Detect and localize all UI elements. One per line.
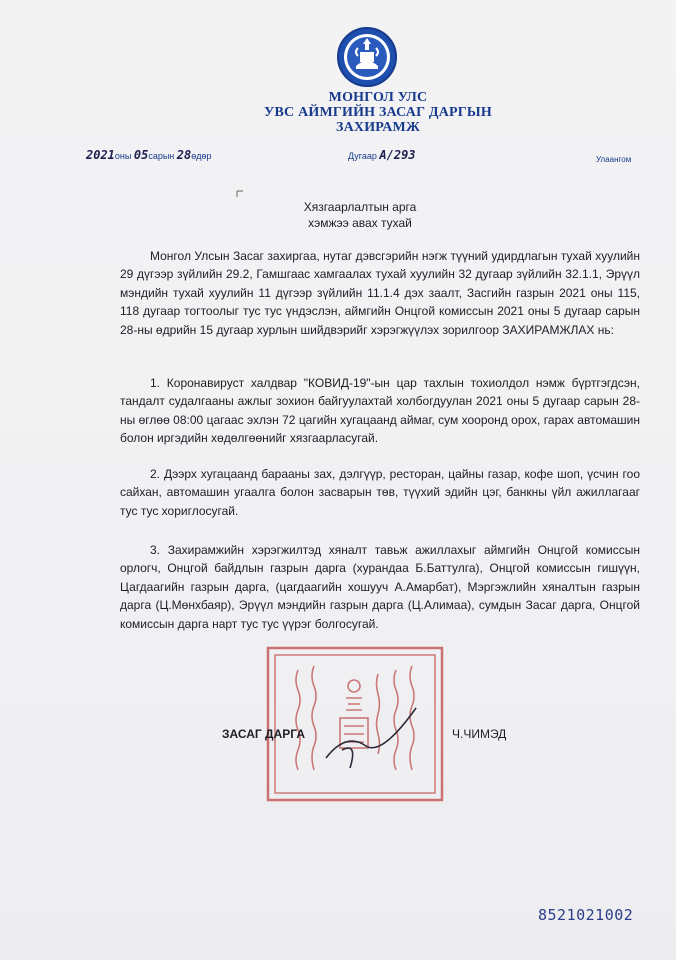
item-1-paragraph: 1. Коронавируст халдвар "КОВИД-19"-ын цар тахлын тохиолдол нэмж бүртгэгдсэн, тандалт судалгааны ажлыг зохион байгуулахтай холбогдуулан 2021 оны 5 дугаар сарын 28-ны өглөө 08:00 цагаас эхлэн 72 цагийн хугацаанд аймаг, сум хооронд орох, гарах автомашин болон иргэдийн хөдөлгөөнийг хязгаарласугай. [120,376,640,446]
intro-paragraph: Монгол Улсын Засаг захиргаа, нутаг дэвсгэрийн нэгж түүний удирдлагын тухай хуулийн 29 дүгээр зүйлийн 29.2, Гамшгаас хамгаалах тухай хуулийн 32 дугаар зүйлийн 32.1.1, Эрүүл мэндийн тухай хуулийн 11 дүгээр зүйлийн 11.1.4 дэх заалт, Засгийн газрын 2021 оны 115, 118 дугаар тогтоолыг тус тус үндэслэн, аймгийн Онцгой комиссын 2021 оны 5 дугаар сарын 28-ны өдрийн 15 дугаар хурлын шийдвэрийг хэрэгжүүлэх зорилгоор ЗАХИРАМЖЛАХ нь: [120,249,640,337]
title-line-2: хэмжээ авах тухай [308,216,412,230]
corner-mark-icon [236,190,244,198]
item-2-paragraph: 2. Дээрх хугацаанд барааны зах, дэлгүүр, ресторан, цайны газар, кофе шоп, үсчин гоо сайхан, автомашин угаалга болон засварын төв, түүхий эдийн цэг, банкны үйл ажиллагааг тус тус хориглосугай. [120,467,640,518]
number-label: Дугаар [348,151,377,161]
date-month: 05 [133,148,149,162]
header-country: МОНГОЛ УЛС [328,90,428,105]
date-year-suffix: оны [114,151,132,161]
number-value: А/293 [379,148,416,162]
serial-number: 8521021002 [538,906,634,924]
document-date [86,148,212,162]
date-day-suffix: өдөр [191,151,212,161]
title-line-1: Хязгаарлалтын арга [303,200,417,214]
date-day: 28 [176,148,192,162]
date-year: 2021 [86,148,115,162]
item-3-paragraph: 3. Захирамжийн хэрэгжилтэд хяналт тавьж ажиллахыг аймгийн Онцгой комиссын орлогч, Онцгой байдлын газрын дарга (хурандаа Б.Баттулга), Онцгой комиссын гишүүн, Цагдаагийн газрын дарга, (цагдаагийн хошууч А.Амарбат), Мэргэжлийн хяналтын газрын дарга (Ц.Мөнхбаяр), Эрүүл мэндийн газрын дарга (Ц.Алимаа), сумдын Засаг дарга, Онцгой комиссын дарга нарт тус тус үүрэг болгосугай. [120,543,640,631]
signatory-name: Ч.ЧИМЭД [452,727,507,741]
official-stamp [266,646,444,802]
document-city: Улаангом [596,155,632,164]
signatory-title: ЗАСАГ ДАРГА [222,727,305,741]
header-doc-type: ЗАХИРАМЖ [335,120,421,135]
header-office: УВС АЙМГИЙН ЗАСАГ ДАРГЫН [264,105,492,120]
state-emblem-icon [336,26,398,88]
date-month-suffix: сарын [148,151,175,161]
document-number [348,148,416,162]
